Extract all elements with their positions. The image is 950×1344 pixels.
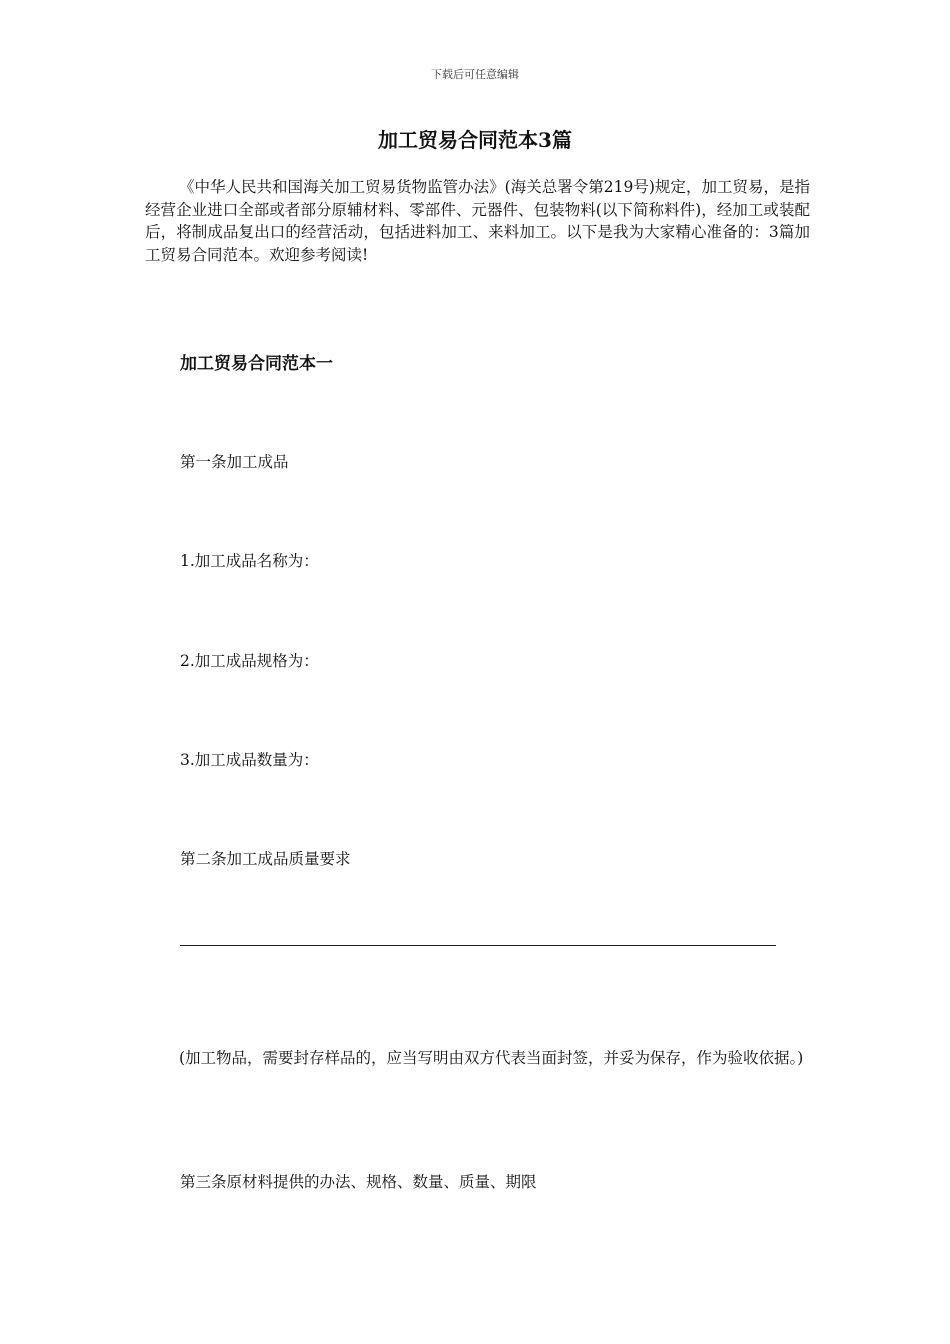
header-note: 下载后可任意编辑	[431, 68, 519, 81]
fill-in-blank-line	[180, 945, 776, 946]
intro-paragraph: 《中华人民共和国海关加工贸易货物监管办法》(海关总署令第219号)规定，加工贸易，是指经营企业进口全部或者部分原辅材料、零部件、元器件、包装物料(以下简称料件)，经加工或装配后，将制成品复出口的经营活动，包括进料加工、来料加工。以下是我为大家精心准备的：3篇加工贸易合同范本。欢迎参考阅读!	[145, 178, 810, 265]
item-2-product-spec: 2.加工成品规格为：	[180, 652, 319, 670]
item-1-product-name: 1.加工成品名称为：	[180, 552, 319, 570]
article-1-heading: 第一条加工成品	[180, 453, 289, 471]
section-heading: 加工贸易合同范本一	[180, 354, 333, 374]
document-title: 加工贸易合同范本3篇	[378, 128, 572, 152]
item-3-product-quantity: 3.加工成品数量为：	[180, 751, 319, 769]
sample-note-paragraph: (加工物品，需要封存样品的，应当写明由双方代表当面封签，并妥为保存，作为验收依据。)	[179, 1049, 804, 1067]
article-3-heading: 第三条原材料提供的办法、规格、数量、质量、期限	[180, 1173, 537, 1191]
article-2-heading: 第二条加工成品质量要求	[180, 850, 351, 868]
